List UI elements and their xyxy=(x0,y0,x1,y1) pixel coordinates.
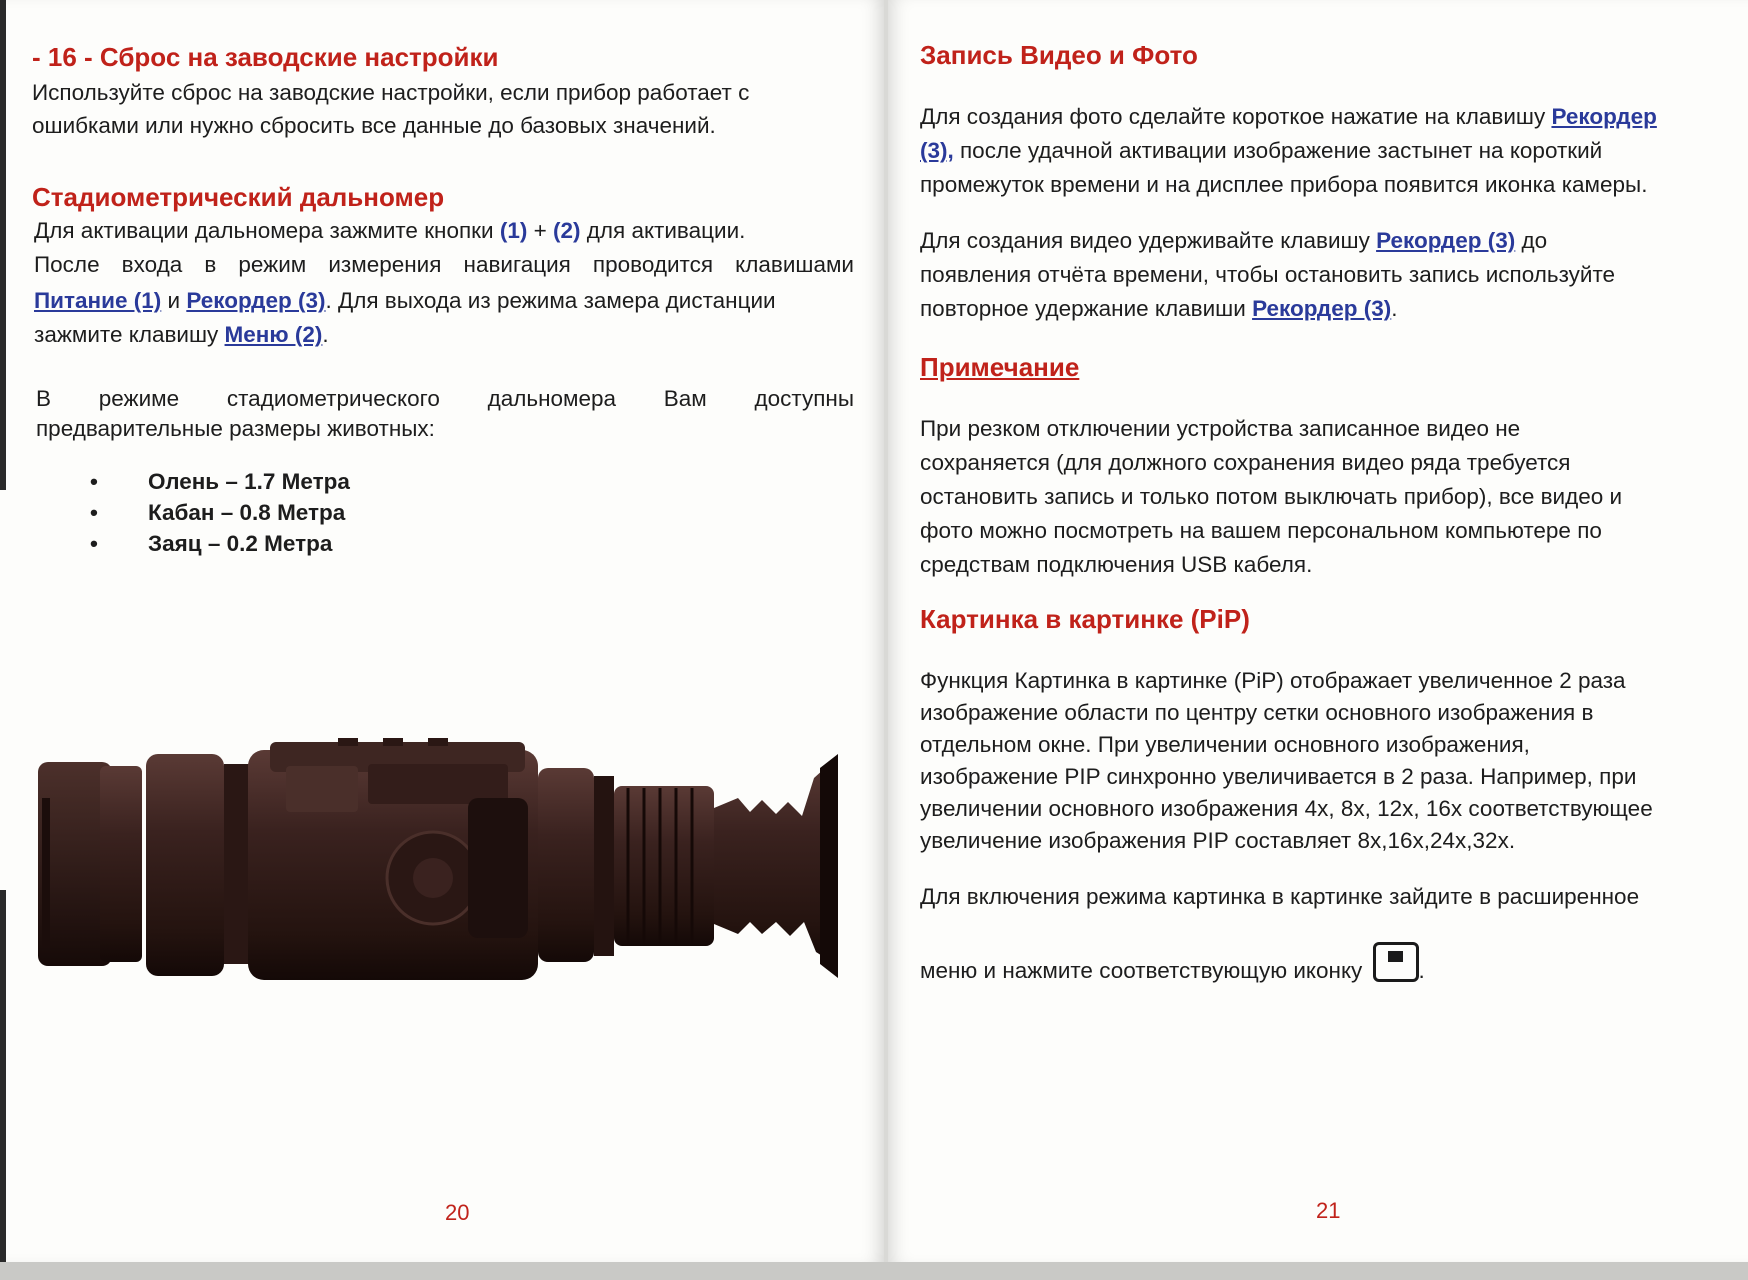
menu-link[interactable]: Меню (2) xyxy=(224,322,323,347)
note-line-2: сохраняется (для должного сохранения видео ряда требуется xyxy=(920,450,1571,475)
note-line-3: остановить запись и только потом выключать прибор), все видео и xyxy=(920,484,1623,509)
animal-sizes-line-2: предварительные размеры животных: xyxy=(36,416,435,441)
video-line-2: появления отчёта времени, чтобы остановить запись используйте xyxy=(920,262,1616,287)
pip-line-2: изображение области по центру сетки основного изображения в xyxy=(920,700,1594,725)
bullet: • xyxy=(90,500,98,525)
pip-line-3: отдельном окне. При увеличении основного изображения, xyxy=(920,732,1530,757)
plus-sign: + xyxy=(527,218,553,243)
animal-size: Кабан – 0.8 Метра xyxy=(148,500,346,525)
bullet: • xyxy=(90,469,98,494)
animal-sizes-line-1: В режиме стадиометрического дальномера Вам доступны xyxy=(36,386,854,411)
pip-line-5: увеличении основного изображения 4x, 8x, 12x, 16x соответствующее xyxy=(920,796,1653,821)
left-page xyxy=(0,0,884,1262)
note-line-4: фото можно посмотреть на вашем персональном компьютере по xyxy=(920,518,1602,543)
record-text: Для создания фото сделайте короткое нажатие на клавишу xyxy=(920,104,1552,129)
and-text: и xyxy=(161,288,187,313)
record-text: . xyxy=(1391,296,1398,321)
rangefinder-line-2: После входа в режим измерения навигация проводится клавишами xyxy=(34,252,854,277)
rangefinder-text: зажмите клавишу xyxy=(34,322,225,347)
recorder-link[interactable]: Рекордер (3) xyxy=(1376,228,1516,253)
recorder-link[interactable]: (3), xyxy=(920,138,954,163)
pip-window-icon xyxy=(1373,942,1419,982)
animal-size: Заяц – 0.2 Метра xyxy=(148,531,333,556)
reset-text: Используйте сброс на заводские настройки, если прибор работает с ошибками или нужно сбросить все данные до базовых значений. xyxy=(32,80,750,138)
pip-line-1: Функция Картинка в картинке (PiP) отображает увеличенное 2 раза xyxy=(920,668,1626,693)
reset-heading: - 16 - Сброс на заводские настройки xyxy=(32,42,499,72)
note-heading: Примечание xyxy=(920,352,1080,382)
right-page xyxy=(888,0,1748,1262)
recorder-link[interactable]: Рекордер (3) xyxy=(1252,296,1392,321)
record-heading: Запись Видео и Фото xyxy=(920,40,1198,70)
rangefinder-text: . xyxy=(322,322,329,347)
animal-size-list xyxy=(90,466,350,559)
page-edge-mark xyxy=(0,0,6,490)
rangefinder-line-4 xyxy=(34,318,329,351)
scan-bottom-edge xyxy=(0,1262,1748,1280)
note-line-5: средствам подключения USB кабеля. xyxy=(920,552,1313,577)
pip-line-4: изображение PIP синхронно увеличивается в 2 раза. Например, при xyxy=(920,764,1637,789)
button-ref-1: (1) xyxy=(499,218,528,243)
video-line-1 xyxy=(920,224,1547,257)
page-number: 20 xyxy=(445,1200,470,1225)
thermal-scope-image xyxy=(38,738,873,998)
recorder-link[interactable]: Рекордер xyxy=(1551,104,1657,129)
record-text: после удачной активации изображение застынет на короткий xyxy=(953,138,1603,163)
rangefinder-line-1 xyxy=(34,214,854,247)
recorder-link[interactable]: Рекордер (3) xyxy=(186,288,326,313)
record-text: до xyxy=(1515,228,1548,253)
record-text: Для создания видео удерживайте клавишу xyxy=(920,228,1377,253)
record-text: повторное удержание клавиши xyxy=(920,296,1253,321)
rangefinder-line-3 xyxy=(34,284,854,317)
rangefinder-text: . Для выхода из режима замера дистанции xyxy=(325,288,776,313)
rangefinder-heading: Стадиометрический дальномер xyxy=(32,182,445,212)
animal-size: Олень – 1.7 Метра xyxy=(148,469,350,494)
rangefinder-text: для активации. xyxy=(580,218,746,243)
page-edge-mark xyxy=(0,890,6,1262)
power-link[interactable]: Питание (1) xyxy=(34,288,162,313)
pip-text: . xyxy=(1418,958,1425,983)
bullet: • xyxy=(90,531,98,556)
note-line-1: При резком отключении устройства записанное видео не xyxy=(920,416,1521,441)
pip-heading: Картинка в картинке (PiP) xyxy=(920,604,1250,634)
video-line-3 xyxy=(920,292,1397,325)
photo-line-3: промежуток времени и на дисплее прибора появится иконка камеры. xyxy=(920,172,1648,197)
photo-line-2 xyxy=(920,134,1602,167)
pip-text: меню и нажмите соответствующую иконку xyxy=(920,958,1369,983)
list-item xyxy=(90,466,350,497)
page-number: 21 xyxy=(1316,1198,1341,1223)
pip-line-6: увеличение изображения PIP составляет 8x,16x,24x,32x. xyxy=(920,828,1516,853)
list-item xyxy=(90,528,350,559)
pip-enable-line-2 xyxy=(920,942,1425,987)
photo-line-1 xyxy=(920,100,1657,133)
button-ref-2: (2) xyxy=(553,218,581,243)
list-item xyxy=(90,497,350,528)
rangefinder-text: Для активации дальномера зажмите кнопки xyxy=(34,218,500,243)
pip-enable-line-1: Для включения режима картинка в картинке зайдите в расширенное xyxy=(920,884,1640,909)
